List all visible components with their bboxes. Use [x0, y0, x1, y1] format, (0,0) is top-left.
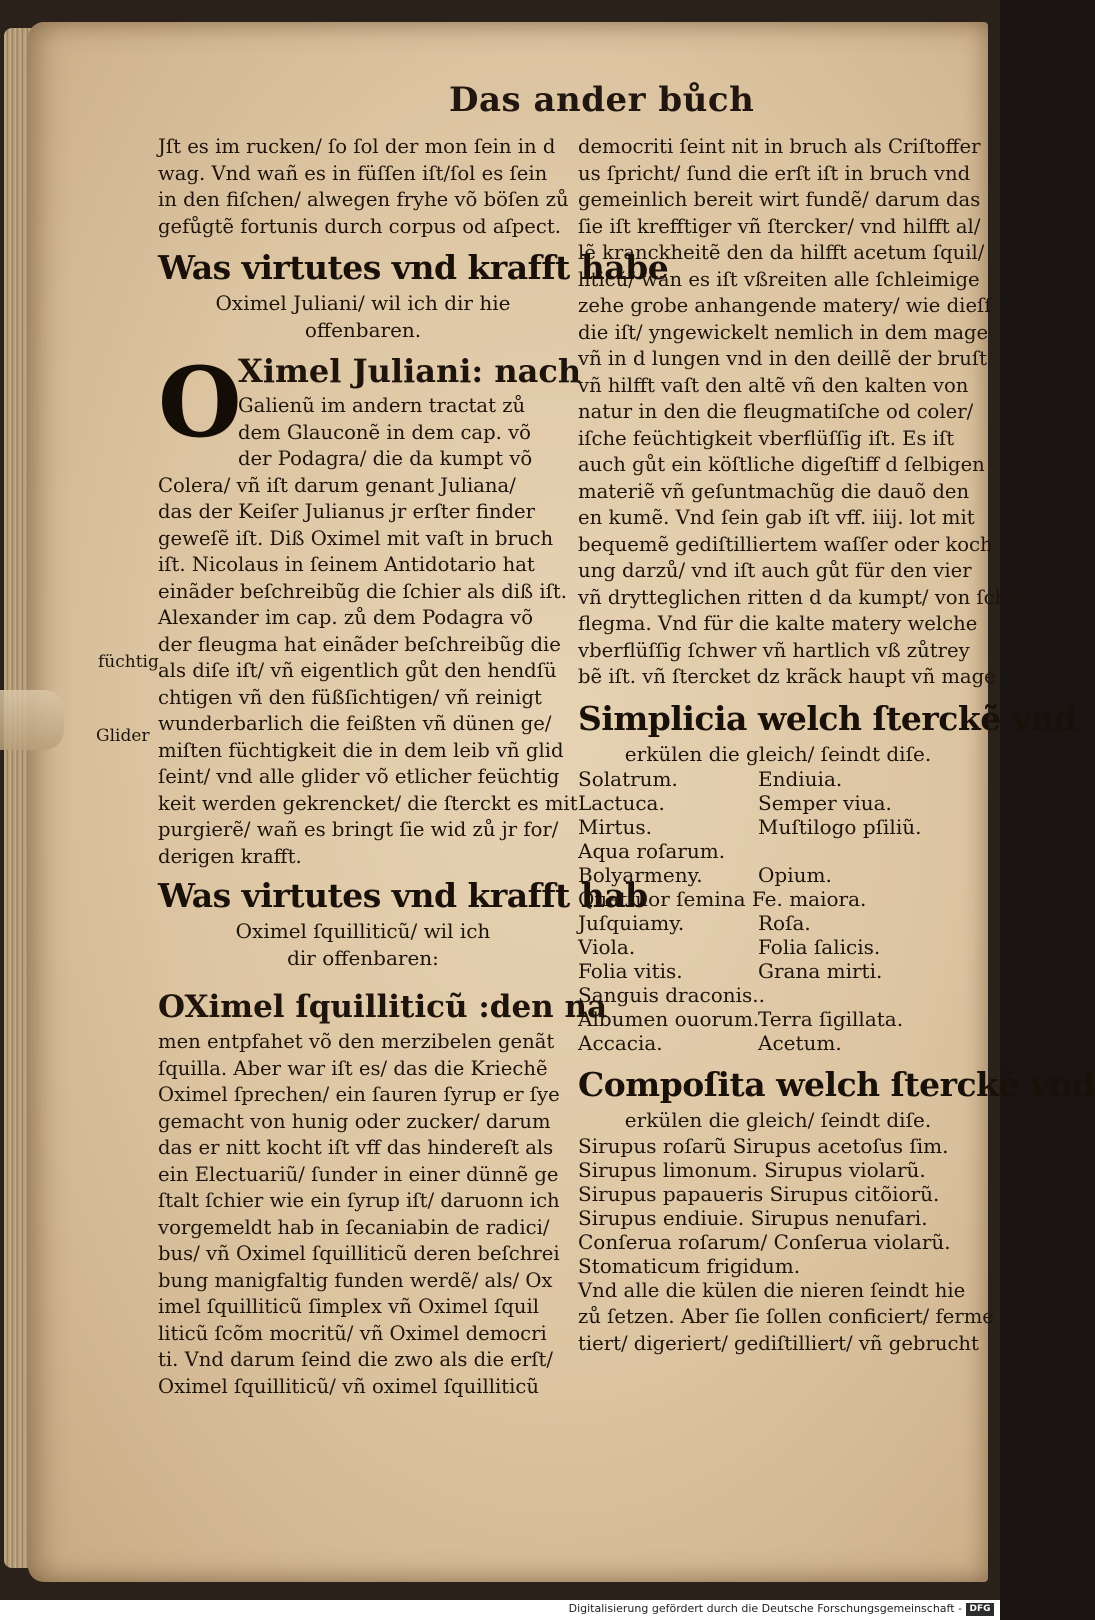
- text-line: ti. Vnd darum ſeind die zwo als die erſt/: [158, 1348, 553, 1371]
- text-line: Oximel ſprechen/ ein ſauren ſyrup er ſye: [158, 1083, 560, 1106]
- simplicia-item: Aqua roſarum.: [578, 839, 726, 863]
- text-line: Ximel Juliani: nach: [238, 352, 582, 390]
- text-line: wunderbarlich die feißten vñ dünen ge/: [158, 712, 552, 735]
- text-line: wag. Vnd wañ es in füſſen iſt/ſol es ſein: [158, 161, 548, 185]
- text-line: bequemẽ gediſtilliertem waſſer oder koch: [578, 532, 993, 556]
- simplicia-row: [578, 935, 978, 959]
- drop-cap: O: [158, 346, 242, 459]
- funding-notice: Digitalisierung gefördert durch die Deutsche Forschungsgemeinschaft -: [568, 1602, 962, 1615]
- simplicia-item: Folia vitis.: [578, 959, 683, 983]
- simplicia-item: Terra ſigillata.: [758, 1007, 904, 1031]
- section-heading: Compoſita welch ſterckẽ vnd: [578, 1065, 1095, 1104]
- composita-item: Sirupus papaueris Sirupus citõiorũ.: [578, 1181, 940, 1206]
- text-line: vberflüſſig ſchwer vñ hartlich vß zůtrey: [578, 638, 970, 662]
- text-line: bẽ iſt. vñ ſtercket dz krãck haupt vñ mage: [578, 665, 996, 688]
- simplicia-item: Semper viua.: [758, 791, 892, 815]
- text-line: democriti ſeint nit in bruch als Criſtoffer: [578, 135, 981, 158]
- simplicia-item: Muſtilogo pſiliũ.: [758, 815, 922, 839]
- text-line: Colera/ vñ iſt darum genant Juliana/: [158, 473, 516, 497]
- composita-item: Sirupus roſarũ Sirupus acetoſus ſim.: [578, 1133, 949, 1158]
- text-line: men entpfahet võ den merzibelen genãt: [158, 1030, 555, 1053]
- text-line: vñ hilfft vaſt den altẽ vñ den kalten von: [578, 373, 969, 397]
- text-line: einãder beſchreibũg die ſchier als diß iſt.: [158, 579, 567, 603]
- text-line: derigen krafft.: [158, 844, 302, 868]
- text-line: ſtalt ſchier wie ein ſyrup iſt/ daruonn ich: [158, 1189, 560, 1212]
- text-line: natur in den die fleugmatiſche od coler/: [578, 400, 974, 423]
- simplicia-row: [578, 839, 978, 863]
- section-subheading: erkülen die gleich/ ſeindt diſe.: [624, 741, 932, 766]
- simplicia-row: [578, 791, 978, 815]
- simplicia-row: [578, 911, 978, 935]
- simplicia-item: Acetum.: [758, 1031, 842, 1055]
- text-line: iſche feüchtigkeit vberflüſſig iſt. Es iſt: [578, 426, 955, 450]
- text-line: das er nitt kocht iſt vff das hindereſt als: [158, 1136, 554, 1159]
- section-subheading: dir offenbaren:: [287, 945, 439, 970]
- composita-item: Stomaticum frigidum.: [578, 1253, 801, 1278]
- text-line: gemacht von hunig oder zucker/ darum: [158, 1109, 551, 1133]
- text-line: vñ in d lungen vnd in den deillẽ der bruſt: [578, 347, 988, 370]
- simplicia-item: Quattuor ſemina Fe. maiora.: [578, 887, 867, 911]
- text-line: der fleugma hat einãder beſchreibũg die: [158, 632, 561, 656]
- simplicia-item: Opium.: [758, 863, 832, 887]
- text-line: lẽ kranckheitẽ den da hilfft acetum ſquil/: [578, 241, 985, 264]
- initial-paragraph: [158, 346, 582, 473]
- composita-item: Sirupus limonum. Sirupus violarũ.: [578, 1157, 926, 1182]
- section-heading: Was virtutes vnd krafft hab: [158, 876, 648, 915]
- text-line: gemeinlich bereit wirt fundẽ/ darum das: [578, 188, 981, 211]
- text-line: keit werden gekrencket/ die ſterckt es mit: [158, 791, 578, 815]
- composita-item: Conſerua roſarum/ Conſerua violarũ.: [578, 1229, 951, 1254]
- text-line: imel ſquilliticũ ſimplex vñ Oximel ſquil: [158, 1295, 540, 1318]
- text-line: auch gůt ein köſtliche digeſtiff d ſelbigen: [578, 453, 985, 476]
- text-line: iſt. Nicolaus in ſeinem Antidotario hat: [158, 553, 535, 576]
- text-line: bus/ vñ Oximel ſquilliticũ deren beſchrei: [158, 1242, 560, 1265]
- bookmark-ribbon: [0, 690, 64, 750]
- text-line: bung manigfaltig funden werdẽ/ als/ Ox: [158, 1268, 553, 1292]
- simplicia-item: Mirtus.: [578, 815, 652, 839]
- text-line: liticũ/ wan es iſt vßreiten alle ſchleimige: [578, 267, 980, 291]
- simplicia-item: Endiuia.: [758, 767, 843, 791]
- simplicia-row: [578, 1007, 978, 1031]
- text-line: zů ſetzen. Aber ſie ſollen conficiert/ ferme: [578, 1305, 994, 1328]
- footer-bar: [0, 1600, 1000, 1620]
- simplicia-list: [578, 767, 978, 1055]
- text-line: OXimel ſquilliticũ :den na: [158, 989, 608, 1025]
- text-line: ung darzů/ vnd iſt auch gůt für den vier: [578, 559, 972, 582]
- text-line: der Podagra/ die da kumpt võ: [238, 447, 533, 470]
- text-line: ein Electuariũ/ ſunder in einer dünnẽ ge: [158, 1162, 559, 1186]
- dfg-logo: DFG: [966, 1603, 994, 1616]
- text-line: vñ drytteglichen ritten d da kumpt/ von ſche: [578, 585, 1019, 609]
- simplicia-item: Viola.: [578, 935, 636, 959]
- text-line: miſten füchtigkeit die in dem leib vñ glid: [158, 738, 564, 762]
- text-line: geweſẽ iſt. Diß Oximel mit vaſt in bruch: [158, 526, 554, 550]
- simplicia-item: Roſa.: [758, 911, 811, 935]
- simplicia-item: Juſquiamy.: [578, 911, 685, 935]
- simplicia-row: [578, 959, 978, 983]
- text-line: das der Keiſer Julianus jr erſter finder: [158, 500, 536, 523]
- text-line: als diſe iſt/ vñ eigentlich gůt den hendſü: [158, 659, 557, 682]
- running-head: Das ander bůch: [449, 80, 755, 120]
- section-heading: Simplicia welch ſterckẽ vnd: [578, 698, 1077, 738]
- simplicia-item: Folia ſalicis.: [758, 935, 881, 959]
- text-line: us ſpricht/ ſund die erſt iſt in bruch vnd: [578, 161, 971, 185]
- text-line: flegma. Vnd für die kalte matery welche: [578, 612, 978, 635]
- section-subheading: Oximel ſquilliticũ/ wil ich: [235, 919, 491, 943]
- section-subheading: offenbaren.: [304, 317, 422, 342]
- text-line: purgierẽ/ wañ es bringt ſie wid zů jr for/: [158, 818, 559, 841]
- section-heading: Was virtutes vnd krafft habe: [158, 248, 669, 287]
- text-line: chtigen vñ den füßſichtigen/ vñ reinigt: [158, 685, 542, 709]
- text-line: Galienũ im andern tractat zů: [238, 394, 526, 417]
- composita-item: Sirupus endiuie. Sirupus nenufari.: [578, 1205, 928, 1230]
- text-line: die iſt/ yngewickelt nemlich in dem mage: [578, 320, 989, 344]
- simplicia-row: [578, 887, 978, 911]
- text-line: gefůgtẽ fortunis durch corpus od aſpect.: [158, 214, 561, 238]
- text-line: vorgemeldt hab in ſecaniabin de radici/: [158, 1215, 550, 1239]
- text-line: dem Glauconẽ in dem cap. võ: [238, 420, 531, 444]
- section-subheading: Oximel Juliani/ wil ich dir hie: [215, 291, 511, 315]
- simplicia-row: [578, 767, 978, 791]
- text-line: zehe grobe anhangende matery/ wie dieſſ: [578, 294, 992, 317]
- text-line: ſquilla. Aber war iſt es/ das die Kriechẽ: [158, 1056, 548, 1080]
- simplicia-row: [578, 863, 978, 887]
- simplicia-item: Sanguis draconis..: [578, 983, 765, 1007]
- simplicia-row: [578, 983, 978, 1007]
- text-line: Alexander im cap. zů dem Podagra võ: [158, 606, 534, 629]
- simplicia-item: Albumen ouorum.: [578, 1007, 760, 1031]
- margin-note: Glider: [96, 726, 150, 746]
- simplicia-row: [578, 815, 978, 839]
- right-column: [578, 134, 1095, 1357]
- text-line: Vnd alle die külen die nieren ſeindt hie: [578, 1278, 966, 1302]
- simplicia-item: Bolyarmeny.: [578, 863, 703, 887]
- text-line: liticũ ſcõm mocritũ/ vñ Oximel democri: [158, 1321, 547, 1345]
- section-subheading: erkülen die gleich/ ſeindt diſe.: [624, 1108, 932, 1132]
- text-line: ſeint/ vnd alle glider võ etlicher feüchtig: [158, 765, 560, 788]
- simplicia-row: [578, 1031, 978, 1055]
- simplicia-item: Accacia.: [578, 1031, 663, 1055]
- simplicia-item: Lactuca.: [578, 791, 665, 815]
- simplicia-item: Grana mirti.: [758, 959, 883, 983]
- text-line: ſie iſt krefftiger vñ ſtercker/ vnd hilfft al/: [578, 214, 981, 238]
- margin-note: füchtig: [98, 652, 159, 672]
- text-line: Jſt es im rucken/ ſo ſol der mon ſein in d: [158, 135, 556, 158]
- text-line: en kumẽ. Vnd ſein gab iſt vff. iiij. lot mit: [578, 506, 975, 529]
- simplicia-item: Solatrum.: [578, 767, 678, 791]
- text-line: Oximel ſquilliticũ/ vñ oximel ſquilliticũ: [158, 1374, 540, 1398]
- text-line: materiẽ vñ geſuntmachũg die dauõ den: [578, 479, 970, 503]
- text-line: in den fiſchen/ alwegen fryhe võ böſen zů: [158, 188, 569, 211]
- text-line: tiert/ digeriert/ gediſtilliert/ vñ gebrucht: [578, 1331, 979, 1355]
